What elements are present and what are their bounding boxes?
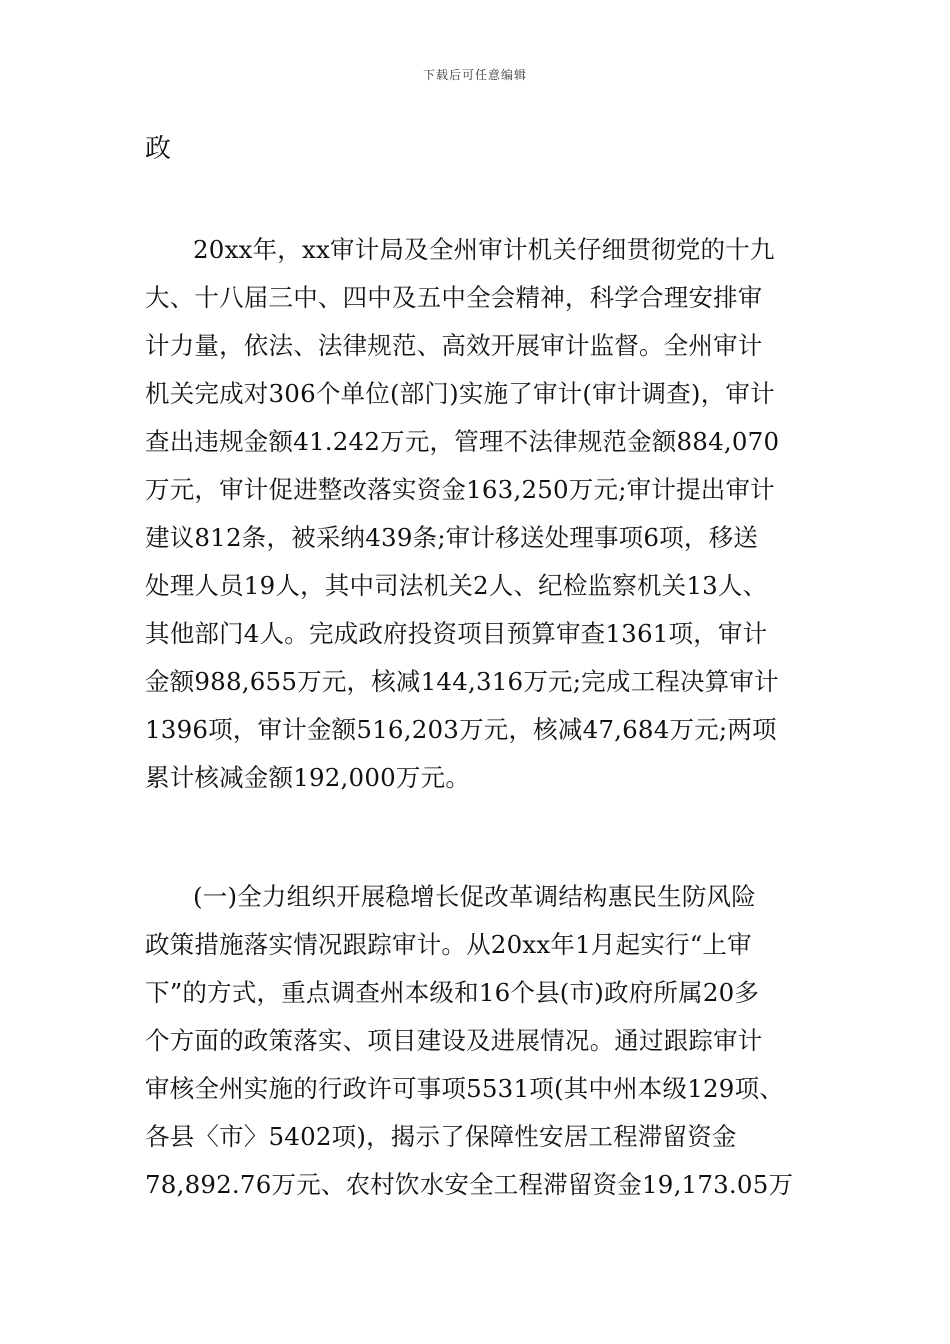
paragraph-tracking-audit [145,873,810,1209]
paragraph-line: 机关完成对306个单位(部门)实施了审计(审计调查)，审计 [145,379,775,408]
paragraph-line: (一)全力组织开展稳增长促改革调结构惠民生防风险 [193,882,756,911]
paragraph-line: 1396项，审计金额516,203万元，核减47,684万元;两项 [145,715,777,744]
paragraph-line: 查出违规金额41.242万元，管理不法律规范金额884,070 [145,427,780,456]
paragraph-line: 78,892.76万元、农村饮水安全工程滞留资金19,173.05万 [145,1170,794,1199]
paragraph-line: 处理人员19人，其中司法机关2人、纪检监察机关13人、 [145,571,768,600]
paragraph-summary [145,226,810,802]
paragraph-line: 20xx年，xx审计局及全州审计机关仔细贯彻党的十九 [193,235,775,264]
paragraph-line: 政策措施落实情况跟踪审计。从20xx年1月起实行“上审 [145,930,752,959]
paragraph-line: 审核全州实施的行政许可事项5531项(其中州本级129项、 [145,1074,784,1103]
paragraph-line: 其他部门4人。完成政府投资项目预算审查1361项，审计 [145,619,768,648]
paragraph-line: 建议812条，被采纳439条;审计移送处理事项6项，移送 [145,523,758,552]
paragraph-line: 金额988,655万元，核减144,316万元;完成工程决算审计 [145,667,779,696]
paragraph-line: 计力量，依法、法律规范、高效开展审计监督。全州审计 [145,331,763,360]
paragraph-line: 万元，审计促进整改落实资金163,250万元;审计提出审计 [145,475,775,504]
paragraph-line: 下”的方式，重点调查州本级和16个县(市)政府所属20多 [145,978,760,1007]
paragraph-line: 累计核减金额192,000万元。 [145,763,471,792]
paragraph-line: 大、十八届三中、四中及五中全会精神，科学合理安排审 [145,283,763,312]
paragraph-line: 个方面的政策落实、项目建设及进展情况。通过跟踪审计 [145,1026,763,1055]
page-header: 下载后可任意编辑 [422,68,527,82]
paragraph-line: 各县〈市〉5402项)，揭示了保障性安居工程滞留资金 [145,1122,737,1151]
section-heading: 政 [145,134,172,164]
